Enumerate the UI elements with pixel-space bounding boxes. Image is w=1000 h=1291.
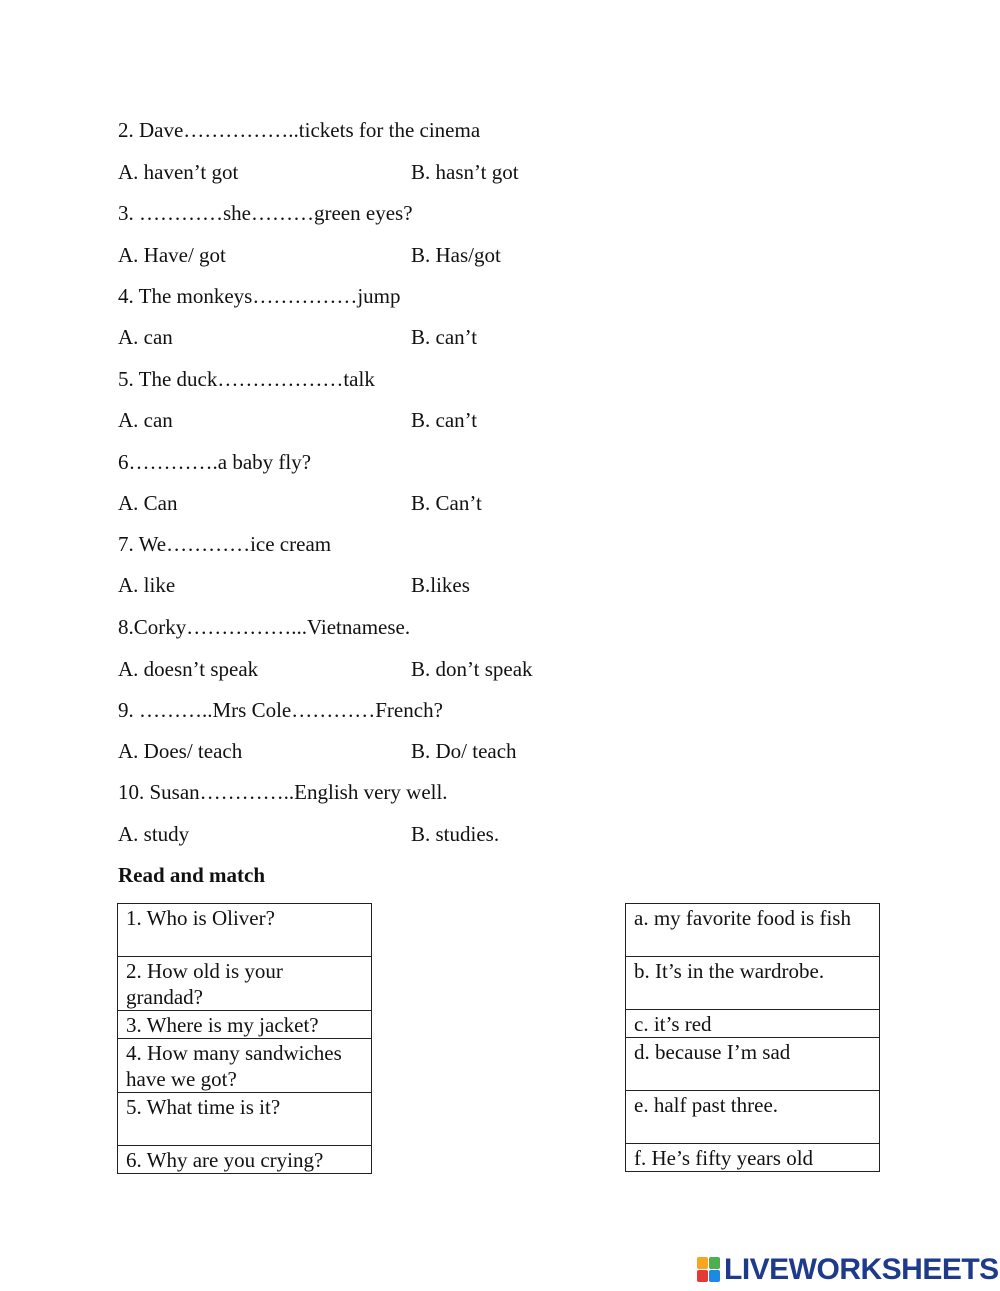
option-8a: A. doesn’t speak <box>118 657 259 681</box>
option-4b: B. can’t <box>411 325 478 349</box>
section-heading: Read and match <box>118 863 266 887</box>
option-8b: B. don’t speak <box>411 657 533 681</box>
match-answer-f: f. He’s fifty years old <box>626 1144 880 1172</box>
match-question-5: 5. What time is it? <box>118 1093 372 1146</box>
option-3b: B. Has/got <box>411 243 501 267</box>
match-question-6: 6. Why are you crying? <box>118 1146 372 1174</box>
option-6a: A. Can <box>118 491 178 515</box>
match-answer-d: d. because I’m sad <box>626 1038 880 1091</box>
question-8: 8.Corky……………...Vietnamese. <box>118 615 411 639</box>
match-question-2: 2. How old is your grandad? <box>118 957 372 1011</box>
liveworksheets-logo <box>697 1254 999 1286</box>
match-answer-b: b. It’s in the wardrobe. <box>626 957 880 1010</box>
liveworksheets-logo-icon <box>697 1257 721 1283</box>
option-9b: B. Do/ teach <box>411 739 517 763</box>
question-7: 7. We…………ice cream <box>118 532 332 556</box>
match-answer-a: a. my favorite food is fish <box>626 904 880 957</box>
option-6b: B. Can’t <box>411 491 482 515</box>
option-5a: A. can <box>118 408 173 432</box>
match-question-4: 4. How many sandwiches have we got? <box>118 1039 372 1093</box>
question-2: 2. Dave……………..tickets for the cinema <box>118 118 481 142</box>
option-2b: B. hasn’t got <box>411 160 519 184</box>
option-7a: A. like <box>118 573 176 597</box>
question-5: 5. The duck………………talk <box>118 367 375 391</box>
question-3: 3. …………she………green eyes? <box>118 201 413 225</box>
question-9: 9. ………..Mrs Cole…………French? <box>118 698 443 722</box>
match-question-3: 3. Where is my jacket? <box>118 1011 372 1039</box>
liveworksheets-logo-text: LIVEWORKSHEETS <box>724 1253 999 1286</box>
answers-table <box>625 903 880 1172</box>
option-5b: B. can’t <box>411 408 478 432</box>
option-4a: A. can <box>118 325 173 349</box>
questions-table <box>117 903 372 1174</box>
match-answer-c: c. it’s red <box>626 1010 880 1038</box>
match-answer-e: e. half past three. <box>626 1091 880 1144</box>
option-9a: A. Does/ teach <box>118 739 243 763</box>
option-3a: A. Have/ got <box>118 243 226 267</box>
option-7b: B.likes <box>411 573 470 597</box>
option-10a: A. study <box>118 822 190 846</box>
option-2a: A. haven’t got <box>118 160 239 184</box>
question-10: 10. Susan…………..English very well. <box>118 780 448 804</box>
question-4: 4. The monkeys……………jump <box>118 284 401 308</box>
option-10b: B. studies. <box>411 822 500 846</box>
question-6: 6………….a baby fly? <box>118 450 312 474</box>
match-question-1: 1. Who is Oliver? <box>118 904 372 957</box>
